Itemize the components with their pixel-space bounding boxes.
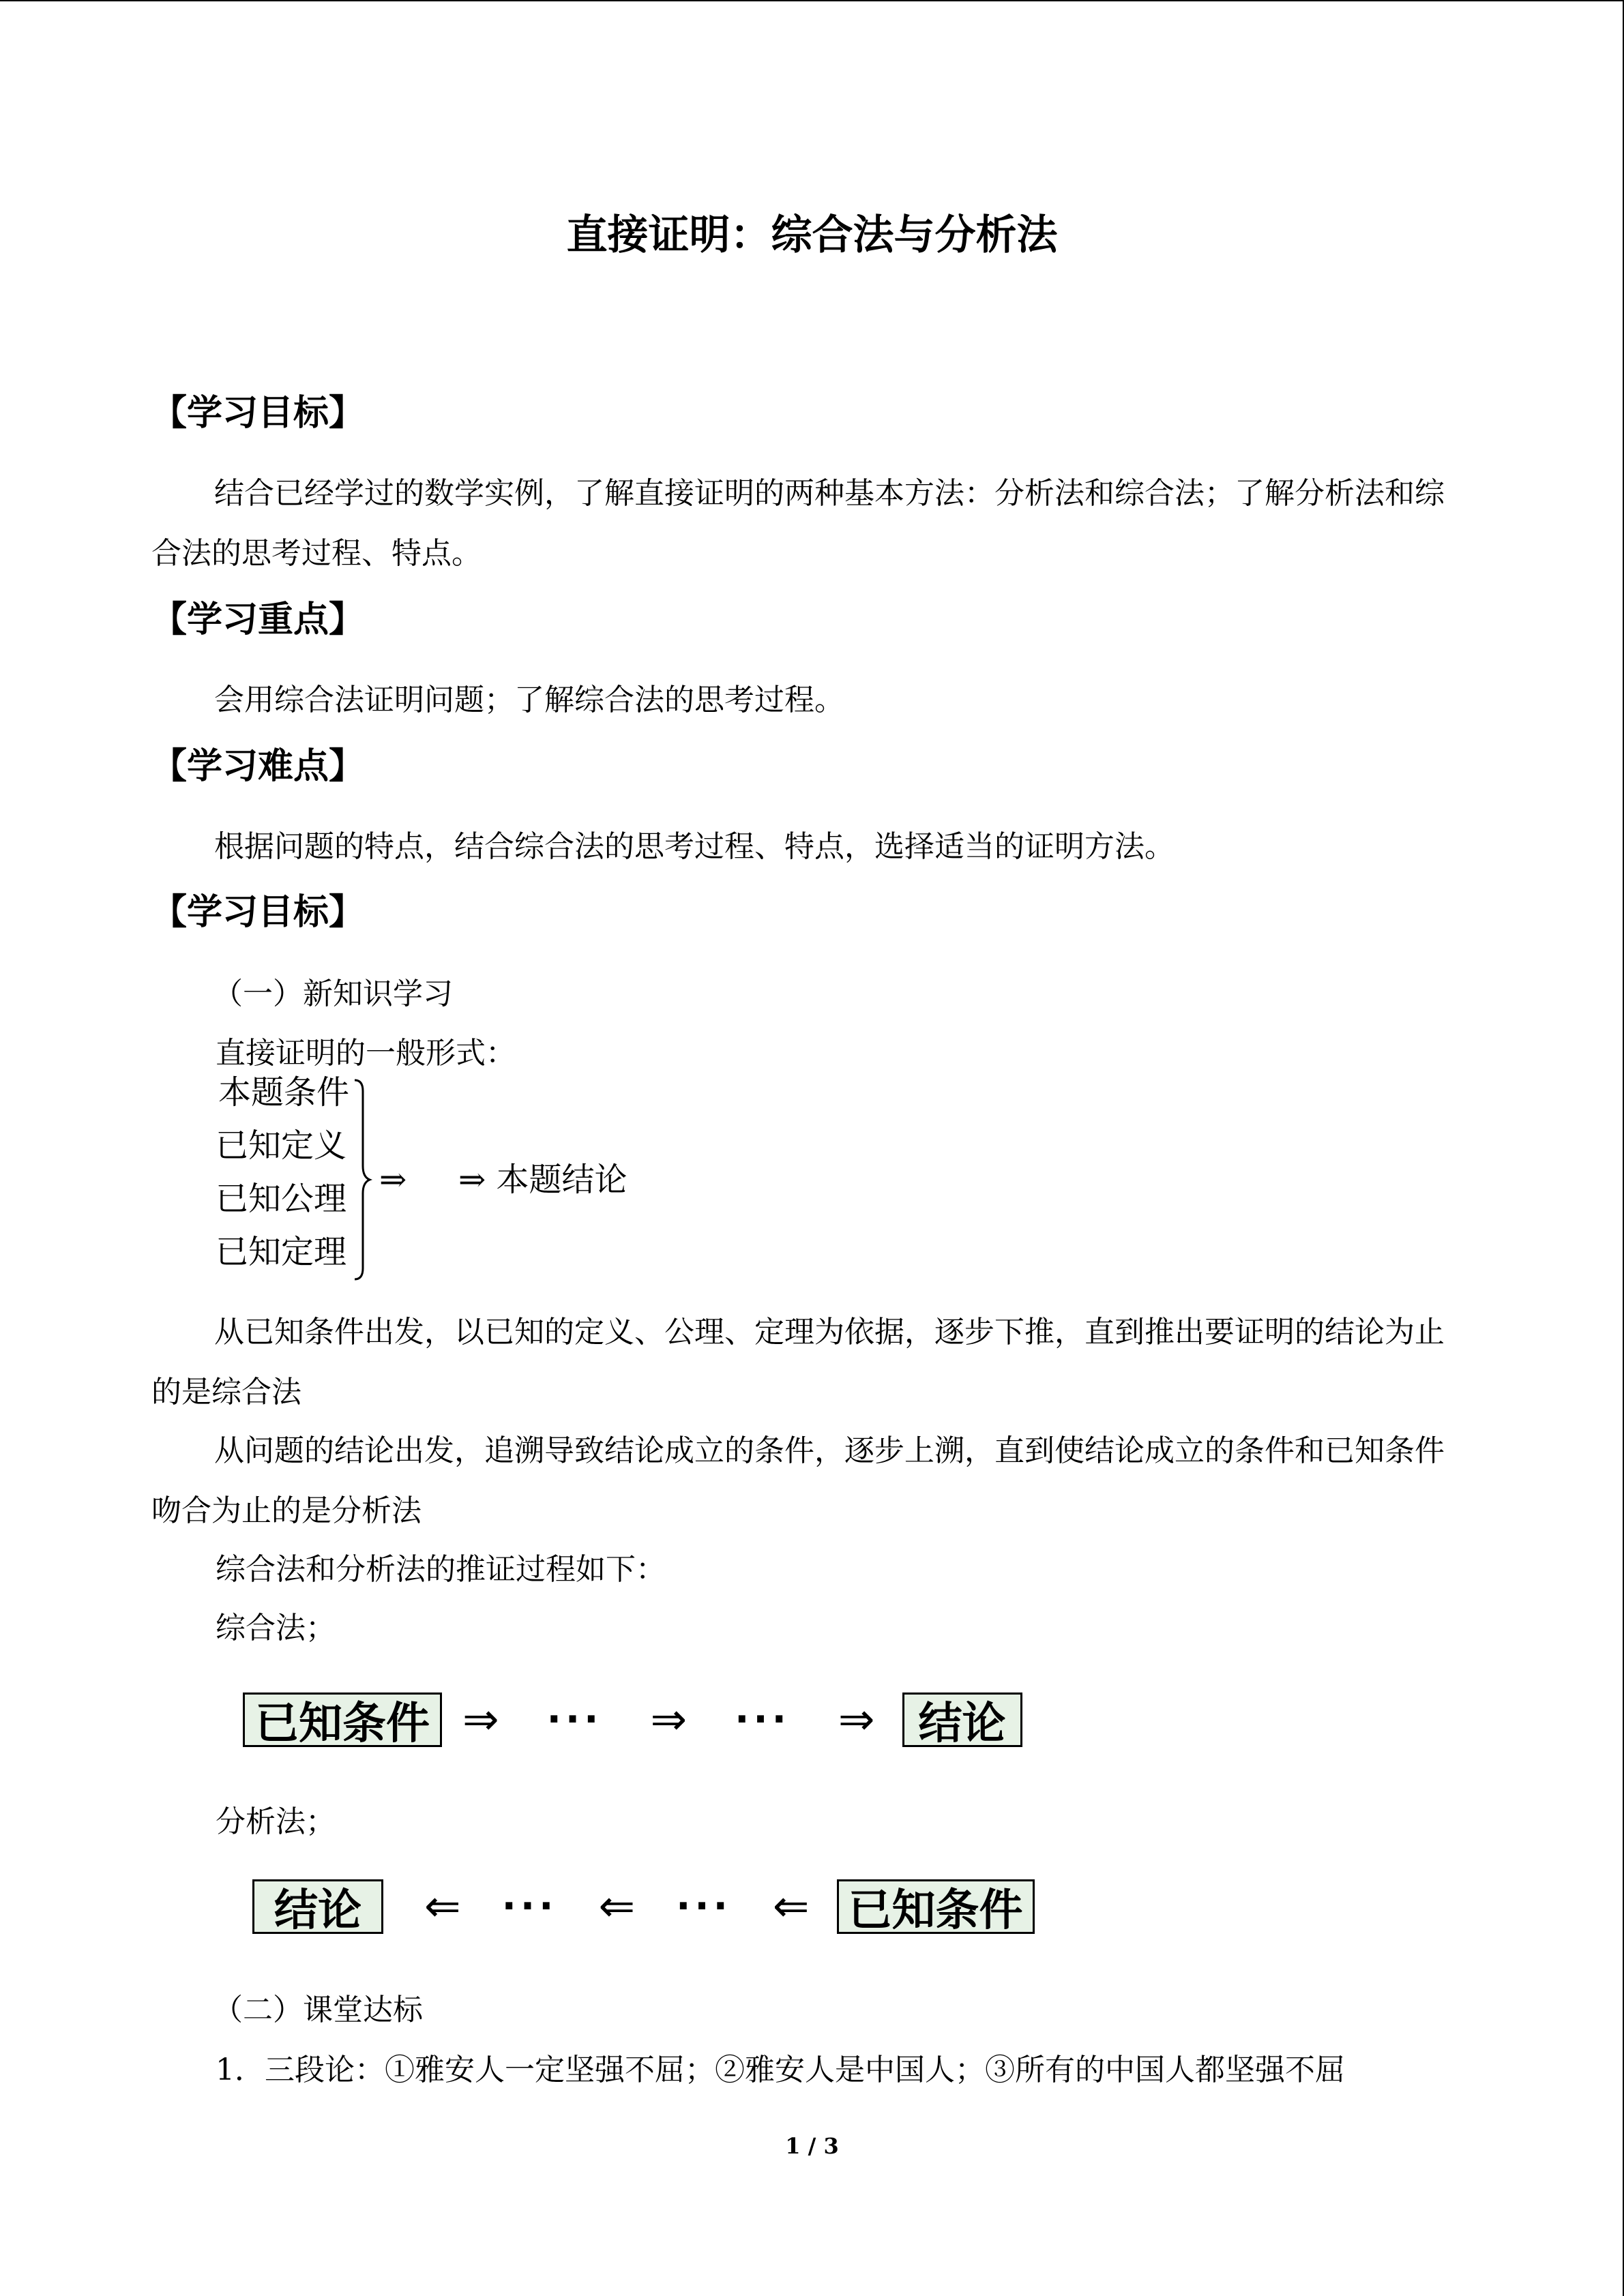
section-heading-goal: 【学习目标】 [151,393,365,434]
goal-text: 结合已经学过的数学实例，了解直接证明的两种基本方法：分析法和综合法；了解分析法和综合法的思考过程、特点。 [151,476,1445,571]
premise-item: 已知定义 [216,1127,347,1165]
analysis-label: 分析法； [216,1804,336,1839]
section-heading-goal-2: 【学习目标】 [151,892,365,933]
implies-arrow: ⇒ [379,1161,407,1199]
process-intro: 综合法和分析法的推证过程如下： [216,1552,666,1587]
general-conclusion: ⇒ 本题结论 [458,1161,628,1199]
page-number: 1 / 3 [785,2133,839,2159]
general-form-label: 直接证明的一般形式： [216,1036,516,1071]
flow-start-box: 结论 [252,1879,383,1934]
analysis-flow [252,1875,1035,1938]
synthesis-label: 综合法； [216,1611,336,1645]
premise-item: 已知定理 [216,1233,347,1271]
analysis-definition: 从问题的结论出发，追溯导致结论成立的条件，逐步上溯，直到使结论成立的条件和已知条件吻合为止的是分析法 [151,1433,1445,1528]
left-arrow-icon: ⇐ [424,1881,461,1932]
brace-icon [352,1077,372,1282]
flow-end-box: 已知条件 [837,1879,1035,1934]
left-arrow-icon: ⇐ [772,1881,810,1932]
left-arrow-icon: ⇐ [598,1881,636,1932]
practice-item-1: 1．三段论：①雅安人一定坚强不屈；②雅安人是中国人；③所有的中国人都坚强不屈 [216,2053,1345,2087]
ellipsis-icon: ··· [735,1697,791,1742]
right-arrow-icon: ⇒ [650,1695,688,1745]
practice-label: （二）课堂达标 [213,1993,423,2027]
premise-item: 本题条件 [218,1073,350,1112]
synthesis-flow [243,1688,1022,1751]
synthesis-definition: 从已知条件出发，以已知的定义、公理、定理为依据，逐步下推，直到推出要证明的结论为止的是综合法 [151,1315,1445,1410]
right-arrow-icon: ⇒ [462,1695,499,1745]
flow-start-box: 已知条件 [243,1693,442,1747]
right-arrow-icon: ⇒ [838,1695,875,1745]
section-heading-difficulty: 【学习难点】 [151,746,365,787]
premise-item: 已知公理 [216,1180,347,1218]
difficulty-text: 根据问题的特点，结合综合法的思考过程、特点，选择适当的证明方法。 [214,829,1175,864]
new-knowledge-label: （一）新知识学习 [213,976,453,1011]
ellipsis-icon: ··· [546,1697,603,1742]
ellipsis-icon: ··· [676,1884,732,1928]
page-top-border [0,0,1623,1]
flow-end-box: 结论 [902,1693,1022,1747]
page-title: 直接证明：综合法与分析法 [566,211,1058,259]
focus-text: 会用综合法证明问题；了解综合法的思考过程。 [214,683,844,717]
section-heading-focus: 【学习重点】 [151,599,365,640]
ellipsis-icon: ··· [501,1884,558,1928]
